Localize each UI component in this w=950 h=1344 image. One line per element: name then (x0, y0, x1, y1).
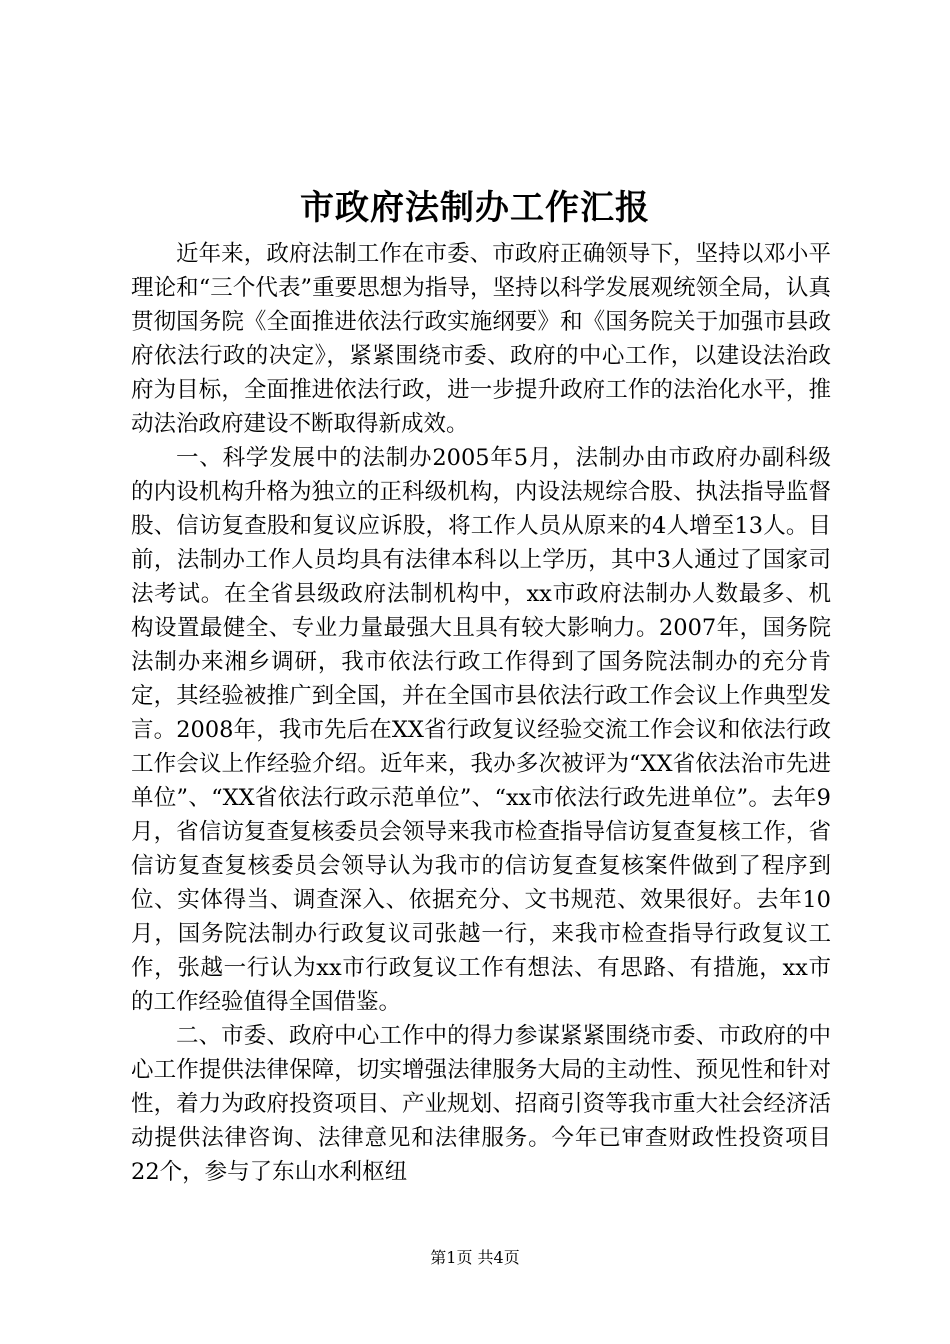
page-footer: 第1页 共4页 (430, 1248, 520, 1267)
document-body (131, 237, 831, 1189)
paragraph-section-1: 一、科学发展中的法制办2005年5月，法制办由市政府办副科级的内设机构升格为独立的正科级机构，内设法规综合股、执法指导监督股、信访复查股和复议应诉股，将工作人员从原来的4人增至13人。目前，法制办工作人员均具有法律本科以上学历，其中3人通过了国家司法考试。在全省县级政府法制机构中，xx市政府法制办人数最多、机构设置最健全、专业力量最强大且具有较大影响力。2007年，国务院法制办来湘乡调研，我市依法行政工作得到了国务院法制办的充分肯定，其经验被推广到全国，并在全国市县依法行政工作会议上作典型发言。2008年，我市先后在XX省行政复议经验交流工作会议和依法行政工作会议上作经验介绍。近年来，我办多次被评为“XX省依法治市先进单位”、“XX省依法行政示范单位”、“xx市依法行政先进单位”。去年9月，省信访复查复核委员会领导来我市检查指导信访复查复核工作，省信访复查复核委员会领导认为我市的信访复查复核案件做到了程序到位、实体得当、调查深入、依据充分、文书规范、效果很好。去年10月，国务院法制办行政复议司张越一行，来我市检查指导行政复议工作，张越一行认为xx市行政复议工作有想法、有思路、有措施，xx市的工作经验值得全国借鉴。 (131, 445, 831, 1015)
document-title: 市政府法制办工作汇报 (300, 188, 650, 228)
paragraph-section-2: 二、市委、政府中心工作中的得力参谋紧紧围绕市委、市政府的中心工作提供法律保障，切实增强法律服务大局的主动性、预见性和针对性，着力为政府投资项目、产业规划、招商引资等我市重大社会经济活动提供法律咨询、法律意见和法律服务。今年已审查财政性投资项目22个，参与了东山水利枢纽 (131, 1023, 831, 1185)
paragraph-intro: 近年来，政府法制工作在市委、市政府正确领导下，坚持以邓小平理论和“三个代表”重要思想为指导，坚持以科学发展观统领全局，认真贯彻国务院《全面推进依法行政实施纲要》和《国务院关于加强市县政府依法行政的决定》，紧紧围绕市委、政府的中心工作，以建设法治政府为目标，全面推进依法行政，进一步提升政府工作的法治化水平，推动法治政府建设不断取得新成效。 (131, 241, 831, 437)
